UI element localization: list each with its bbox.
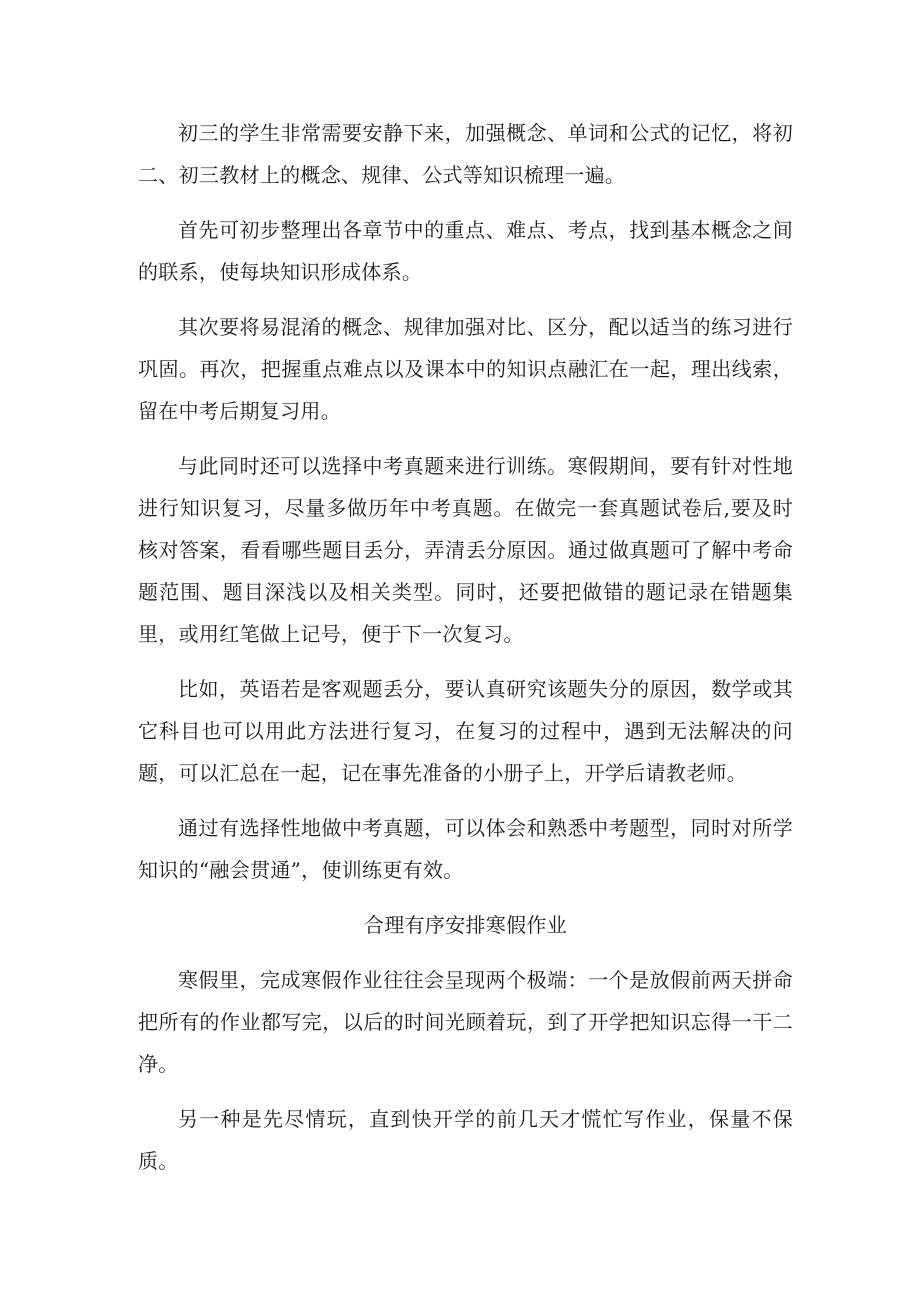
paragraph-last-minute-homework: 另一种是先尽情玩，直到快开学的前几天才慌忙写作业，保量不保质。 — [138, 1107, 793, 1173]
section-heading: 合理有序安排寒假作业 — [364, 913, 567, 937]
paragraph-selective-practice: 通过有选择性地做中考真题，可以体会和熟悉中考题型，同时对所学知识的“融会贯通”，使训练更有效。 — [138, 816, 793, 882]
paragraph-compare-concepts: 其次要将易混淆的概念、规律加强对比、区分，配以适当的练习进行巩固。再次，把握重点难点以及课本中的知识点融汇在一起，理出线索，留在中考后期复习用。 — [138, 315, 793, 423]
paragraph-homework-extremes: 寒假里，完成寒假作业往往会呈现两个极端：一个是放假前两天拼命把所有的作业都写完，以后的时间光顾着玩，到了开学把知识忘得一干二净。 — [138, 968, 793, 1076]
paragraph-review-concepts: 初三的学生非常需要安静下来，加强概念、单词和公式的记忆，将初二、初三教材上的概念、规律、公式等知识梳理一遍。 — [138, 121, 793, 187]
document-page — [138, 112, 793, 1195]
paragraph-example-english: 比如，英语若是客观题丢分，要认真研究该题失分的原因，数学或其它科目也可以用此方法进行复习，在复习的过程中，遇到无法解决的问题，可以汇总在一起，记在事先准备的小册子上，开学后请教老师。 — [138, 677, 793, 785]
paragraph-practice-exams: 与此同时还可以选择中考真题来进行训练。寒假期间，要有针对性地进行知识复习，尽量多做历年中考真题。在做完一套真题试卷后,要及时核对答案，看看哪些题目丢分，弄清丢分原因。通过做真题可了解中考命题范围、题目深浅以及相关类型。同时，还要把做错的题记录在错题集里，或用红笔做上记号，便于下一次复习。 — [138, 454, 793, 646]
paragraph-organize-key-points: 首先可初步整理出各章节中的重点、难点、考点，找到基本概念之间的联系，使每块知识形成体系。 — [138, 218, 793, 284]
